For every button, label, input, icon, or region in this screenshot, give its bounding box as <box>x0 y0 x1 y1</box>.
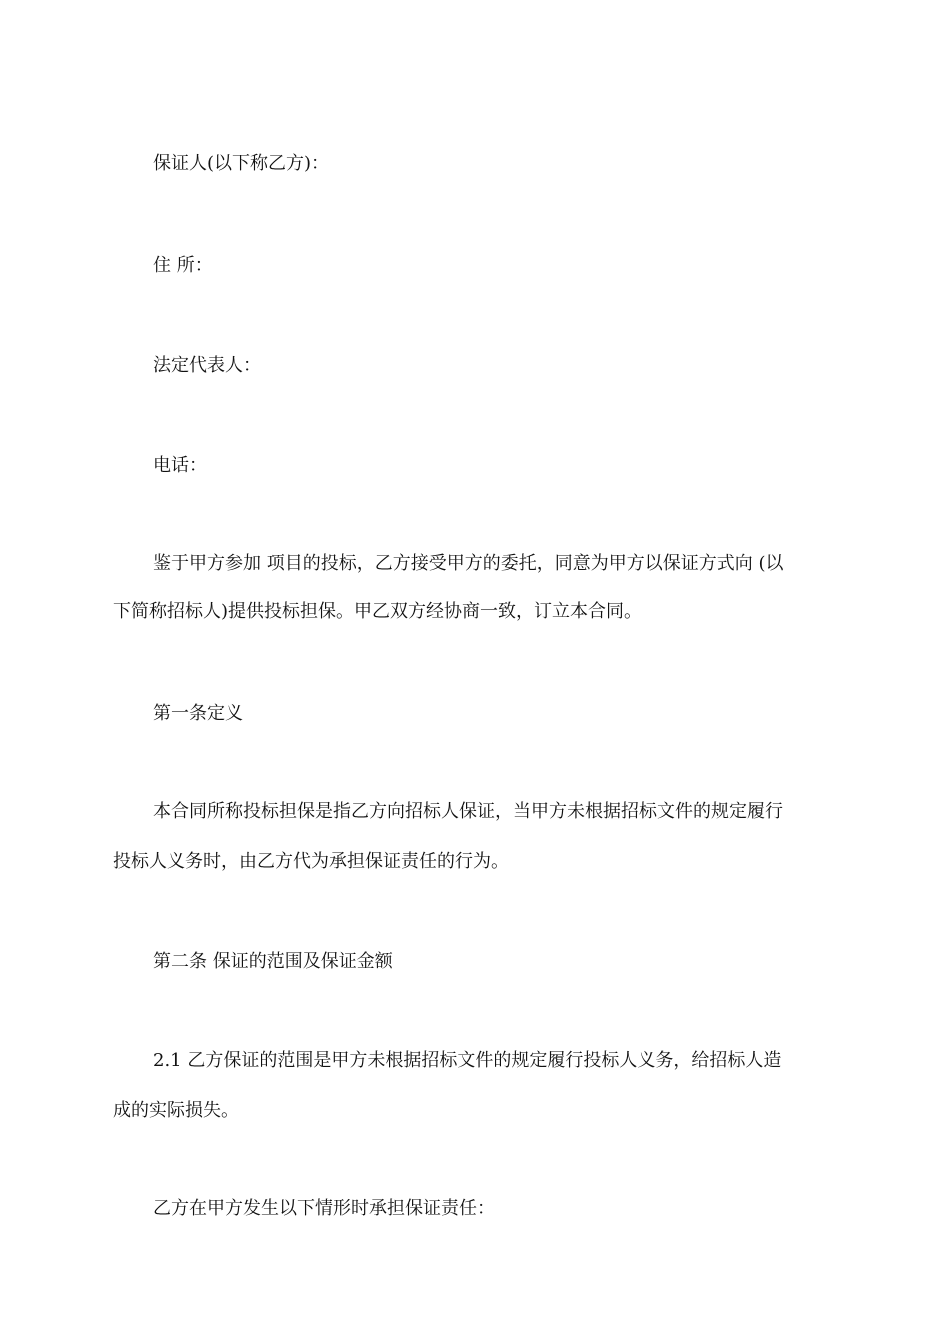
legal-representative-label: 法定代表人： <box>153 355 261 376</box>
clause-2-1-line-2: 成的实际损失。 <box>113 1100 239 1121</box>
article-1-body-line-2: 投标人义务时，由乙方代为承担保证责任的行为。 <box>113 851 509 872</box>
preamble-line-2: 下简称招标人)提供投标担保。甲乙双方经协商一致，订立本合同。 <box>113 601 643 622</box>
liability-conditions-line: 乙方在甲方发生以下情形时承担保证责任： <box>153 1198 495 1219</box>
clause-2-1-line-1: 2.1 乙方保证的范围是甲方未根据招标文件的规定履行投标人义务，给招标人造 <box>153 1050 782 1071</box>
guarantor-label: 保证人(以下称乙方)： <box>153 153 330 174</box>
article-1-title: 第一条定义 <box>153 703 243 724</box>
article-2-title: 第二条 保证的范围及保证金额 <box>153 951 393 972</box>
article-1-body-line-1: 本合同所称投标担保是指乙方向招标人保证，当甲方未根据招标文件的规定履行 <box>153 801 783 822</box>
preamble-line-1: 鉴于甲方参加 项目的投标，乙方接受甲方的委托，同意为甲方以保证方式向 (以 <box>153 553 784 574</box>
phone-label: 电话： <box>153 455 207 476</box>
address-label: 住 所： <box>153 255 213 276</box>
